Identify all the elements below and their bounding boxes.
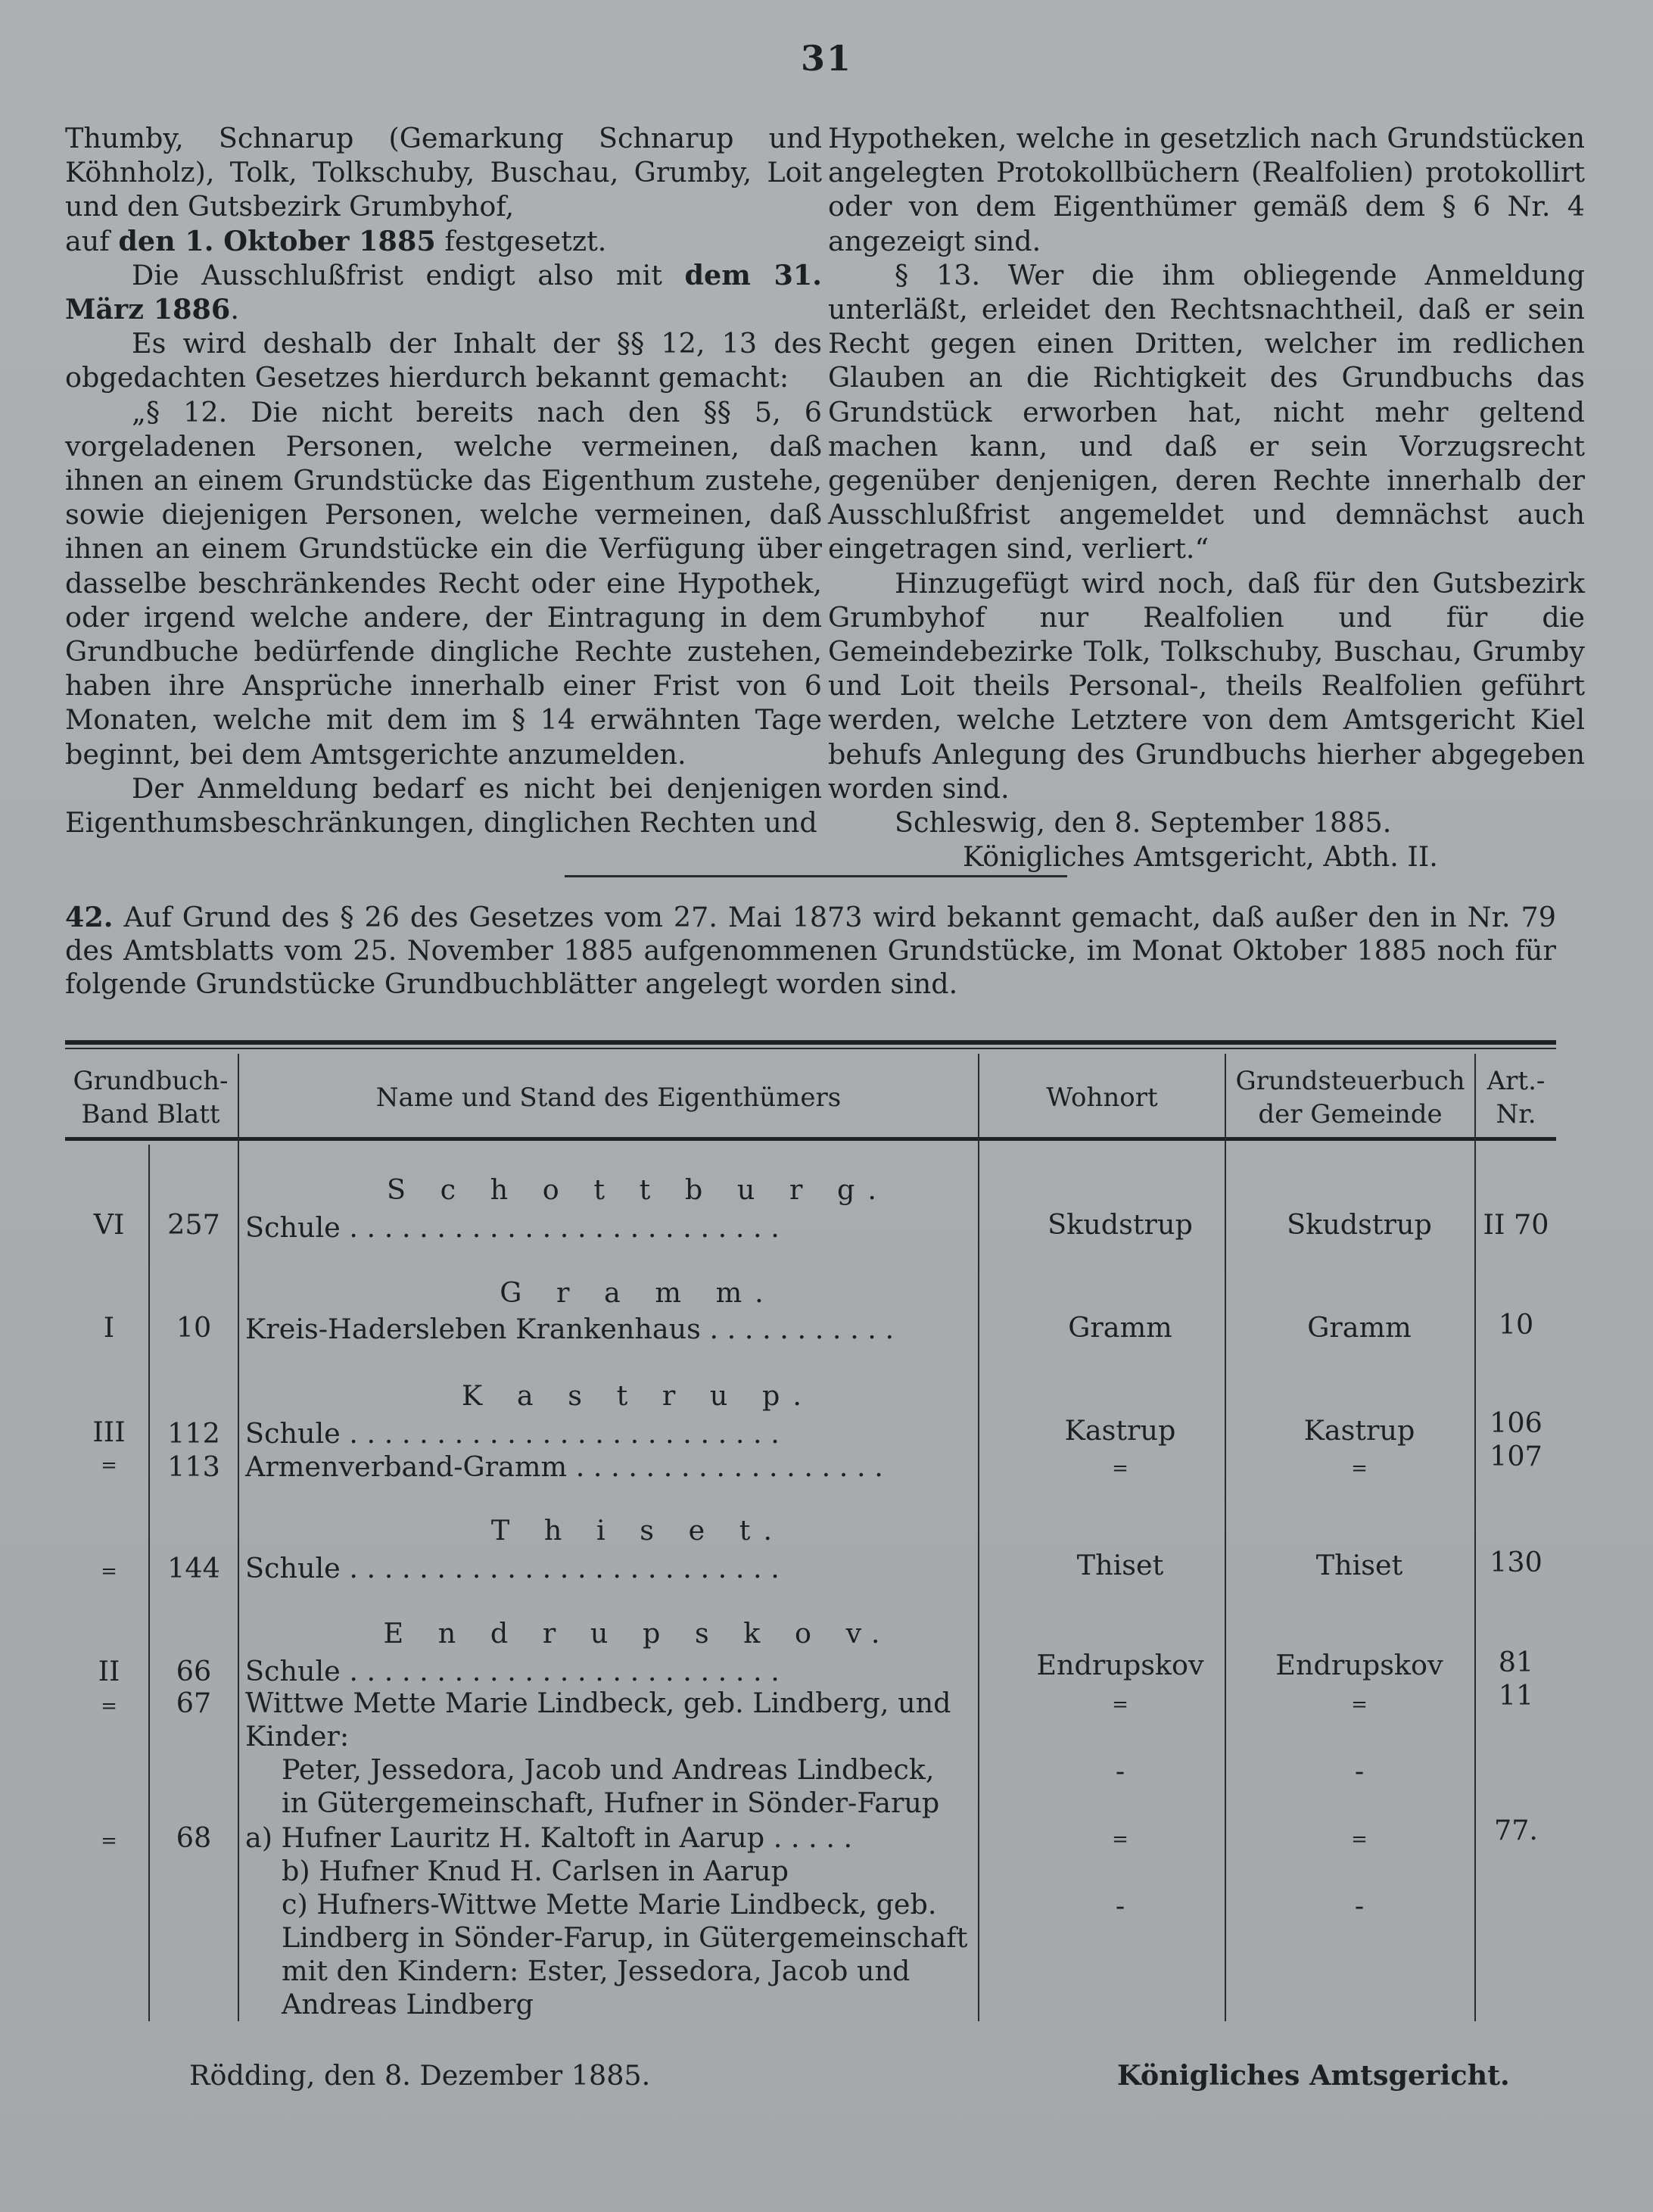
cell-steuerbuch: = [1351,1693,1368,1716]
cell-steuerbuch: Skudstrup [1287,1208,1432,1241]
header-grundsteuerbuch [1226,1060,1474,1136]
land-register-table [65,1040,1556,2024]
cell-art-nr: 11 [1498,1679,1534,1712]
cell-name-line: Peter, Jessedora, Jacob und Andreas Lindbeck, [282,1753,935,1786]
name-text: a) Hufner Lauritz H. Kaltoft in Aarup [245,1821,765,1854]
left-paragraph-3 [65,258,822,326]
text-fragment: festgesetzt. [444,224,607,257]
name-text: Schule [245,1552,341,1584]
header-name: Name und Stand des Eigenthümers [375,1083,842,1113]
right-paragraph-3: Hinzugefügt wird noch, daß für den Gutsbezirk Grumbyhof nur Realfolien und für die Gemeindebezirke Tolk, Tolkschuby, Buschau, Grumby und Loit theils Personal-, theils Realfolien geführt werden, welche Letztere von dem Amtsgericht Kiel behufs Anlegung des Grundbuchs hierher abgegeben worden sind. [828,566,1585,805]
start-date: den 1. Oktober 1885 [118,224,436,257]
left-paragraph-5: „§ 12. Die nicht bereits nach den §§ 5, 6 vorgeladenen Personen, welche vermeinen, daß ihnen an einem Grundstücke das Eigenthum zustehe, sowie diejenigen Personen, welche vermeinen, daß ihnen an einem Grundstücke ein die Verfügung über dasselbe beschränkendes Recht oder eine Hypothek, oder irgend welche andere, der Eintragung in dem Grundbuche bedürfende dingliche Rechte zustehen, haben ihre Ansprüche innerhalb einer Frist von 6 Monaten, welche mit dem im § 14 erwähnten Tage beginnt, bei dem Amtsgerichte anzumelden. [65,395,822,771]
right-paragraph-2: § 13. Wer die ihm obliegende Anmeldung unterläßt, erleidet den Rechtsnachtheil, daß er sein Recht gegen einen Dritten, welcher im redlichen Glauben an die Richtigkeit des Grundbuchs das Grundstück erworben hat, nicht mehr geltend machen kann, und daß er sein Vorzugsrecht gegenüber denjenigen, deren Rechte innerhalb der Ausschlußfrist angemeldet und demnächst auch eingetragen sind, verliert.“ [828,258,1585,565]
cell-band: III [92,1416,126,1448]
cell-blatt: 113 [167,1450,220,1483]
deadline-date: dem 31. März 1886 [65,258,822,326]
cell-art-nr: 77. [1493,1814,1539,1846]
header-wohnort: Wohnort [1046,1083,1158,1113]
right-paragraph-1: Hypotheken, welche in gesetzlich nach Grundstücken angelegten Protokollbüchern (Realfolien) protokollirt oder von dem Eigenthümer gemäß dem § 6 Nr. 4 angezeigt sind. [828,122,1585,257]
notice-42 [65,901,1556,1001]
table-top-rule [65,1040,1556,1045]
cell-name-line: Lindberg in Sönder-Farup, in Gütergemeinschaft [282,1921,968,1954]
place-heading: G r a m m. [500,1276,777,1309]
left-paragraph-1: Thumby, Schnarup (Gemarkung Schnarup und Köhnholz), Tolk, Tolkschuby, Buschau, Grumby, Loit und den Gutsbezirk Grumbyhof, [65,122,822,223]
header-text: Art.- [1486,1066,1546,1096]
cell-wohnort: = [1112,1457,1128,1480]
place-heading: S c h o t t b u r g. [387,1173,889,1206]
header-text: Grundsteuerbuch [1235,1066,1465,1096]
cell-wohnort-dash: - [1115,1890,1125,1922]
cell-wohnort: Endrupskov [1036,1649,1204,1681]
cell-name [245,1552,1032,1585]
header-text: Grundbuch- [73,1066,229,1096]
signature-court: Königliches Amtsgericht, Abth. II. [963,840,1438,874]
leader-dots: . . . . . [764,1821,853,1854]
cell-wohnort: Skudstrup [1048,1208,1193,1241]
name-text: Schule [245,1211,341,1244]
place-heading: T h i s e t. [490,1514,786,1547]
leader-dots: . . . . . . . . . . . . . . . . . . [567,1450,883,1483]
cell-blatt: 67 [176,1687,212,1719]
name-text: Kreis-Hadersleben Krankenhaus [245,1313,701,1345]
cell-name [245,1313,1032,1346]
place-heading: E n d r u p s k o v. [383,1617,893,1650]
cell-steuerbuch-dash: - [1354,1890,1365,1922]
left-paragraph-6: Der Anmeldung bedarf es nicht bei denjenigen Eigenthumsbeschränkungen, dinglichen Rechten und [65,771,822,840]
header-text: Band Blatt [81,1099,220,1129]
cell-wohnort: = [1112,1693,1128,1716]
cell-steuerbuch: Gramm [1307,1311,1412,1344]
cell-steuerbuch-dash: - [1354,1755,1365,1787]
cell-steuerbuch: Thiset [1315,1549,1403,1581]
cell-wohnort: = [1112,1828,1128,1851]
cell-steuerbuch: = [1351,1457,1368,1480]
left-paragraph-2 [65,224,822,258]
leader-dots: . . . . . . . . . . . [700,1313,895,1345]
cell-name-line: mit den Kindern: Ester, Jessedora, Jacob und [282,1955,911,1987]
cell-band: VI [93,1208,125,1241]
cell-name [245,1211,1032,1245]
cell-name-line: in Gütergemeinschaft, Hufner in Sönder-Farup [282,1787,940,1819]
left-paragraph-4: Es wird deshalb der Inhalt der §§ 12, 13 des obgedachten Gesetzes hierdurch bekannt gemacht: [65,327,822,394]
cell-art-nr: II 70 [1483,1208,1549,1241]
cell-blatt: 257 [167,1208,220,1241]
text-fragment: . [230,293,239,326]
cell-blatt: 66 [176,1655,212,1687]
cell-steuerbuch: Kastrup [1303,1414,1415,1447]
leader-dots: . . . . . . . . . . . . . . . . . . . . . . . . . [340,1552,780,1584]
cell-band: = [101,1560,117,1583]
text-fragment: Die Ausschlußfrist endigt also mit [132,258,662,291]
header-art-nr [1476,1060,1556,1136]
cell-blatt: 112 [167,1417,220,1450]
name-text: Schule [245,1655,341,1687]
table-header-rule [65,1137,1556,1141]
section-divider [565,875,1067,877]
cell-band: = [101,1830,117,1852]
cell-wohnort: Gramm [1068,1311,1172,1344]
cell-art-nr: 106 [1490,1407,1542,1439]
leader-dots: . . . . . . . . . . . . . . . . . . . . . . . . . [340,1211,780,1244]
table-top-rule-thin [65,1048,1556,1049]
cell-blatt: 10 [176,1311,212,1344]
text-fragment: auf [65,224,110,257]
footer-place-date: Rödding, den 8. Dezember 1885. [189,2059,651,2092]
place-heading: K a s t r u p. [462,1379,814,1412]
notice-number: 42. [65,901,114,933]
notice-text: Auf Grund des § 26 des Gesetzes vom 27. Mai 1873 wird bekannt gemacht, daß außer den in Nr. 79 des Amtsblatts vom 25. November 1885 aufgenommenen Grundstücke, im Monat Oktober 1885 noch für folgende Grundstücke Grundbuchblätter angelegt worden sind. [65,901,1556,1000]
cell-name [245,1450,1032,1484]
cell-art-nr: 130 [1490,1546,1542,1578]
leader-dots: . . . . . . . . . . . . . . . . . . . . . . . . . [340,1417,780,1450]
cell-wohnort: Thiset [1076,1549,1164,1581]
column-divider [1474,1054,1476,2021]
footer-court: Königliches Amtsgericht. [1117,2059,1510,2092]
cell-name-line [245,1821,1032,1855]
leader-dots: . . . . . . . . . . . . . . . . . . . . . . . . . [340,1655,780,1687]
cell-blatt: 144 [167,1552,220,1584]
header-text: Nr. [1496,1099,1536,1129]
cell-band: = [101,1695,117,1718]
cell-art-nr: 107 [1490,1440,1542,1472]
cell-name-line: c) Hufners-Wittwe Mette Marie Lindbeck, geb. [282,1888,937,1921]
cell-art-nr: 10 [1498,1308,1534,1341]
cell-steuerbuch: = [1351,1828,1368,1851]
signature-place-date: Schleswig, den 8. September 1885. [895,806,1392,840]
cell-name-line: Wittwe Mette Marie Lindbeck, geb. Lindberg, und [245,1687,951,1719]
cell-name-line: Kinder: [245,1720,350,1752]
header-grundbuch [65,1060,236,1136]
cell-name-line: Andreas Lindberg [282,1988,534,2020]
cell-band: I [103,1311,115,1344]
cell-art-nr: 81 [1498,1646,1534,1678]
cell-wohnort: Kastrup [1064,1414,1176,1447]
column-divider [1225,1054,1226,2021]
name-text: Armenverband-Gramm [245,1450,568,1483]
cell-band: II [98,1655,120,1687]
cell-name-line: b) Hufner Knud H. Carlsen in Aarup [282,1855,789,1887]
cell-name [245,1655,1032,1688]
header-text: der Gemeinde [1258,1099,1443,1129]
cell-name [245,1417,1032,1450]
cell-steuerbuch: Endrupskov [1275,1649,1443,1681]
left-column [65,121,822,840]
name-text: Schule [245,1417,341,1450]
right-column [828,121,1585,874]
cell-blatt: 68 [176,1821,212,1854]
page-number: 31 [800,38,852,79]
cell-band: = [101,1454,117,1477]
cell-wohnort-dash: - [1115,1755,1125,1787]
